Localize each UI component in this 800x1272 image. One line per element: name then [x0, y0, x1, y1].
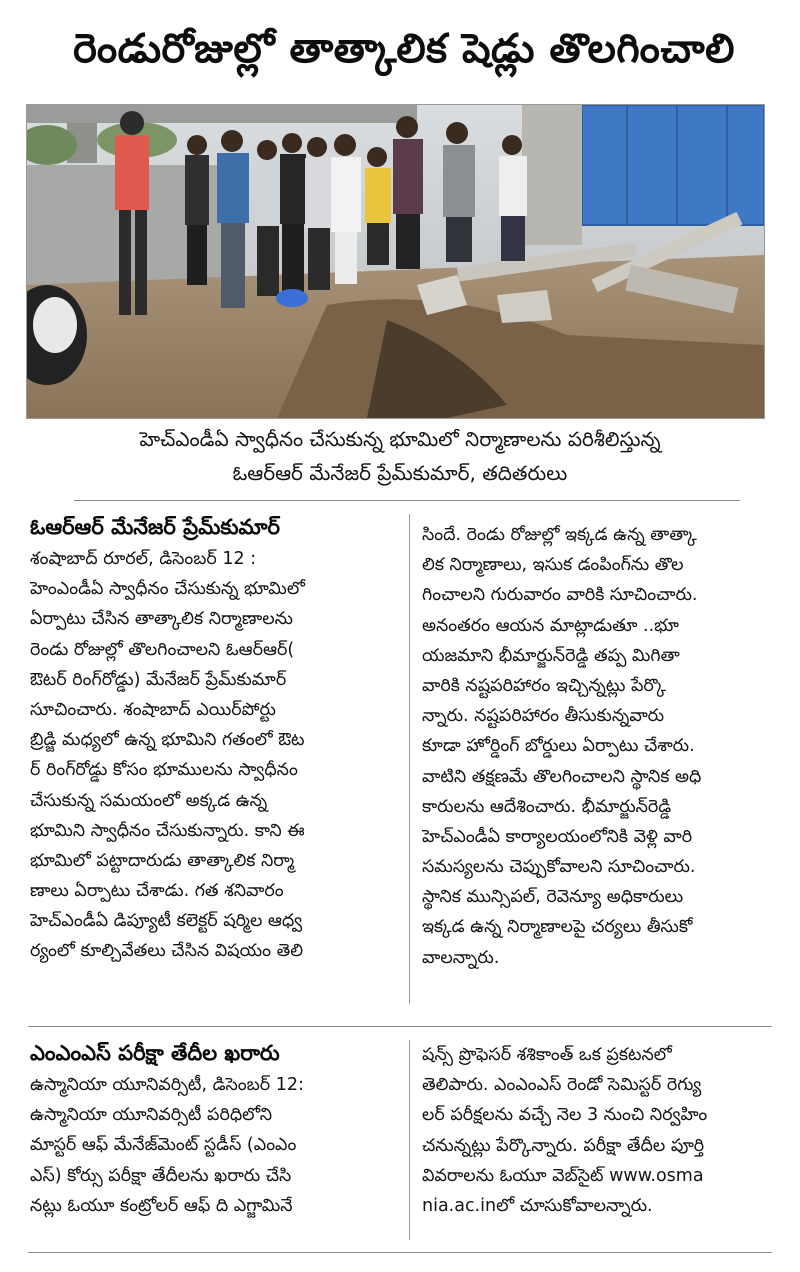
- news-photo: [26, 104, 765, 419]
- story-divider: [28, 1026, 772, 1027]
- story1-left-line: బ్రిడ్జి మధ్యలో ఉన్న భూమిని గతంలో ఔట: [30, 730, 305, 751]
- story2-left-line: ఉస్మానియా యూనివర్సిటీ, డిసెంబర్ 12:: [30, 1075, 304, 1095]
- story1-left-line: ఏర్పాటు చేసిన తాత్కాలిక నిర్మాణాలను: [30, 609, 293, 630]
- story1-right-line: వారికి నష్టపరిహారం ఇచ్చిన్నట్లు పేర్కొ: [422, 675, 666, 696]
- story1-right-line: సమస్యలను చెప్పుకోవాలని సూచించారు.: [422, 857, 696, 878]
- story1-right-line: అనంతరం ఆయన మాట్లాడుతూ ..భూ: [422, 615, 679, 636]
- story1-right-column: [422, 520, 772, 973]
- story1-left-line: ణాలు ఏర్పాటు చేశాడు. గత శనివారం: [30, 881, 284, 902]
- bottom-divider: [28, 1252, 772, 1253]
- story2-right-line: షన్స్ ప్రొఫెసర్ శశికాంత్ ఒక ప్రకటనలో: [422, 1045, 672, 1065]
- story2-right-line: చనున్నట్లు పేర్కొన్నారు. పరీక్షా తేదీల పూర్తి: [422, 1135, 705, 1156]
- story1-right-line: కూడా హోర్డింగ్ బోర్డులు ఏర్పాటు చేశారు.: [422, 736, 695, 757]
- column-divider: [409, 514, 410, 1004]
- story1-left-line: భూమిని స్వాధీనం చేసుకున్నారు. కాని ఈ: [30, 820, 305, 841]
- story1-right-line: గించాలని గురువారం వారికి సూచించారు.: [422, 585, 698, 606]
- story1-left-line: ఔటర్ రింగ్‌రోడ్డు) మేనేజర్ ప్రేమ్‌కుమార్: [30, 669, 287, 690]
- caption-divider: [74, 500, 740, 501]
- story1-subhead: ఓఆర్‌ఆర్ మేనేజర్ ప్రేమ్‌కుమార్: [30, 514, 280, 539]
- story2-right-line: nia.ac.inలో చూసుకోవాలన్నారు.: [422, 1195, 653, 1216]
- headline: రెండురోజుల్లో తాత్కాలిక షెడ్లు తొలగించాలి: [73, 26, 735, 72]
- caption-line: హెచ్‌ఎండీఏ స్వాధీనం చేసుకున్న భూమిలో నిర్మాణాలను పరిశీలిస్తున్న: [139, 427, 661, 451]
- story1-right-line: హెచ్‌ఎండీఏ కార్యాలయంలోనికి వెళ్లి వారి: [422, 826, 693, 847]
- story1-right-line: న్నారు. నష్టపరిహారం తీసుకున్నవారు: [422, 706, 665, 727]
- story1-right-line: ఇక్కడ ఉన్న నిర్మాణాలపై చర్యలు తీసుకో: [422, 917, 693, 938]
- story2-left-column: [30, 1036, 398, 1221]
- story2-left-line: ఉస్మానియా యూనివర్సిటీ పరిధిలోని: [30, 1105, 273, 1126]
- story1-left-line: శంషాబాద్ రూరల్, డిసెంబర్ 12 :: [30, 549, 257, 569]
- story1-right-line: వాటిని తక్షణమే తొలగించాలని స్థానిక అధి: [422, 766, 702, 787]
- story1-left-line: సూచించారు. శంషాబాద్ ఎయిర్‌పోర్టు: [30, 699, 276, 720]
- story2-left-line: నట్లు ఓయూ కంట్రోలర్ ఆఫ్ ది ఎగ్జామినే: [30, 1195, 293, 1216]
- story2-right-line: లర్ పరీక్షలను వచ్చే నెల 3 నుంచి నిర్వహిం: [422, 1105, 708, 1126]
- story1-left-line: హెచ్‌ఎండీఏ డిప్యూటీ కలెక్టర్ షర్మిల ఆధ్వ: [30, 911, 303, 932]
- story2-subhead: ఎంఎంఎస్ పరీక్షా తేదీల ఖరారు: [30, 1040, 280, 1065]
- story1-right-line: లిక నిర్మాణాలు, ఇసుక డంపింగ్‌ను తొల: [422, 555, 684, 576]
- story1-left-column: [30, 510, 398, 967]
- story2-right-column: [422, 1040, 772, 1221]
- column-divider: [409, 1040, 410, 1240]
- story2-left-line: మాస్టర్ ఆఫ్ మేనేజ్‌మెంట్ స్టడీస్ (ఎంఎం: [30, 1135, 297, 1156]
- story1-right-line: స్థానిక మున్సిపల్, రెవెన్యూ అధికారులు: [422, 887, 684, 908]
- story1-left-line: చేసుకున్న సమయంలో అక్కడ ఉన్న: [30, 790, 268, 811]
- story1-left-line: రెండు రోజుల్లో తొలగించాలని ఓఆర్‌ఆర్(: [30, 639, 295, 660]
- story1-left-line: హెంఎండీఏ స్వాధీనం చేసుకున్న భూమిలో: [30, 579, 305, 600]
- story1-right-line: వాలన్నారు.: [422, 947, 500, 968]
- story2-left-line: ఎస్) కోర్సు పరీక్షా తేదీలను ఖరారు చేసి: [30, 1165, 292, 1186]
- story2-right-line: తెలిపారు. ఎంఎంఎస్ రెండో సెమిస్టర్ రెగ్యు: [422, 1075, 702, 1096]
- story1-right-line: సిందే. రెండు రోజుల్లో ఇక్కడ ఉన్న తాత్కా: [422, 525, 697, 545]
- photo-caption: [60, 422, 740, 490]
- story2-right-line: వివరాలను ఓయూ వెబ్‌సైట్ www.osma: [422, 1165, 704, 1186]
- story1-left-line: ర్ రింగ్‌రోడ్డు కోసం భూములను స్వాధీనం: [30, 760, 298, 781]
- story1-left-line: ర్యంలో కూల్చివేతలు చేసిన విషయం తెలి: [30, 941, 304, 962]
- story1-left-line: భూమిలో పట్టాదారుడు తాత్కాలిక నిర్మా: [30, 850, 295, 871]
- caption-line: ఓఆర్‌ఆర్ మేనేజర్ ప్రేమ్‌కుమార్, తదితరులు: [232, 461, 568, 485]
- story1-right-line: కారులను ఆదేశించారు. భీమార్జున్‌రెడ్డి: [422, 796, 672, 817]
- story1-right-line: యజమాని భీమార్జున్‌రెడ్డి తప్ప మిగితా: [422, 645, 680, 666]
